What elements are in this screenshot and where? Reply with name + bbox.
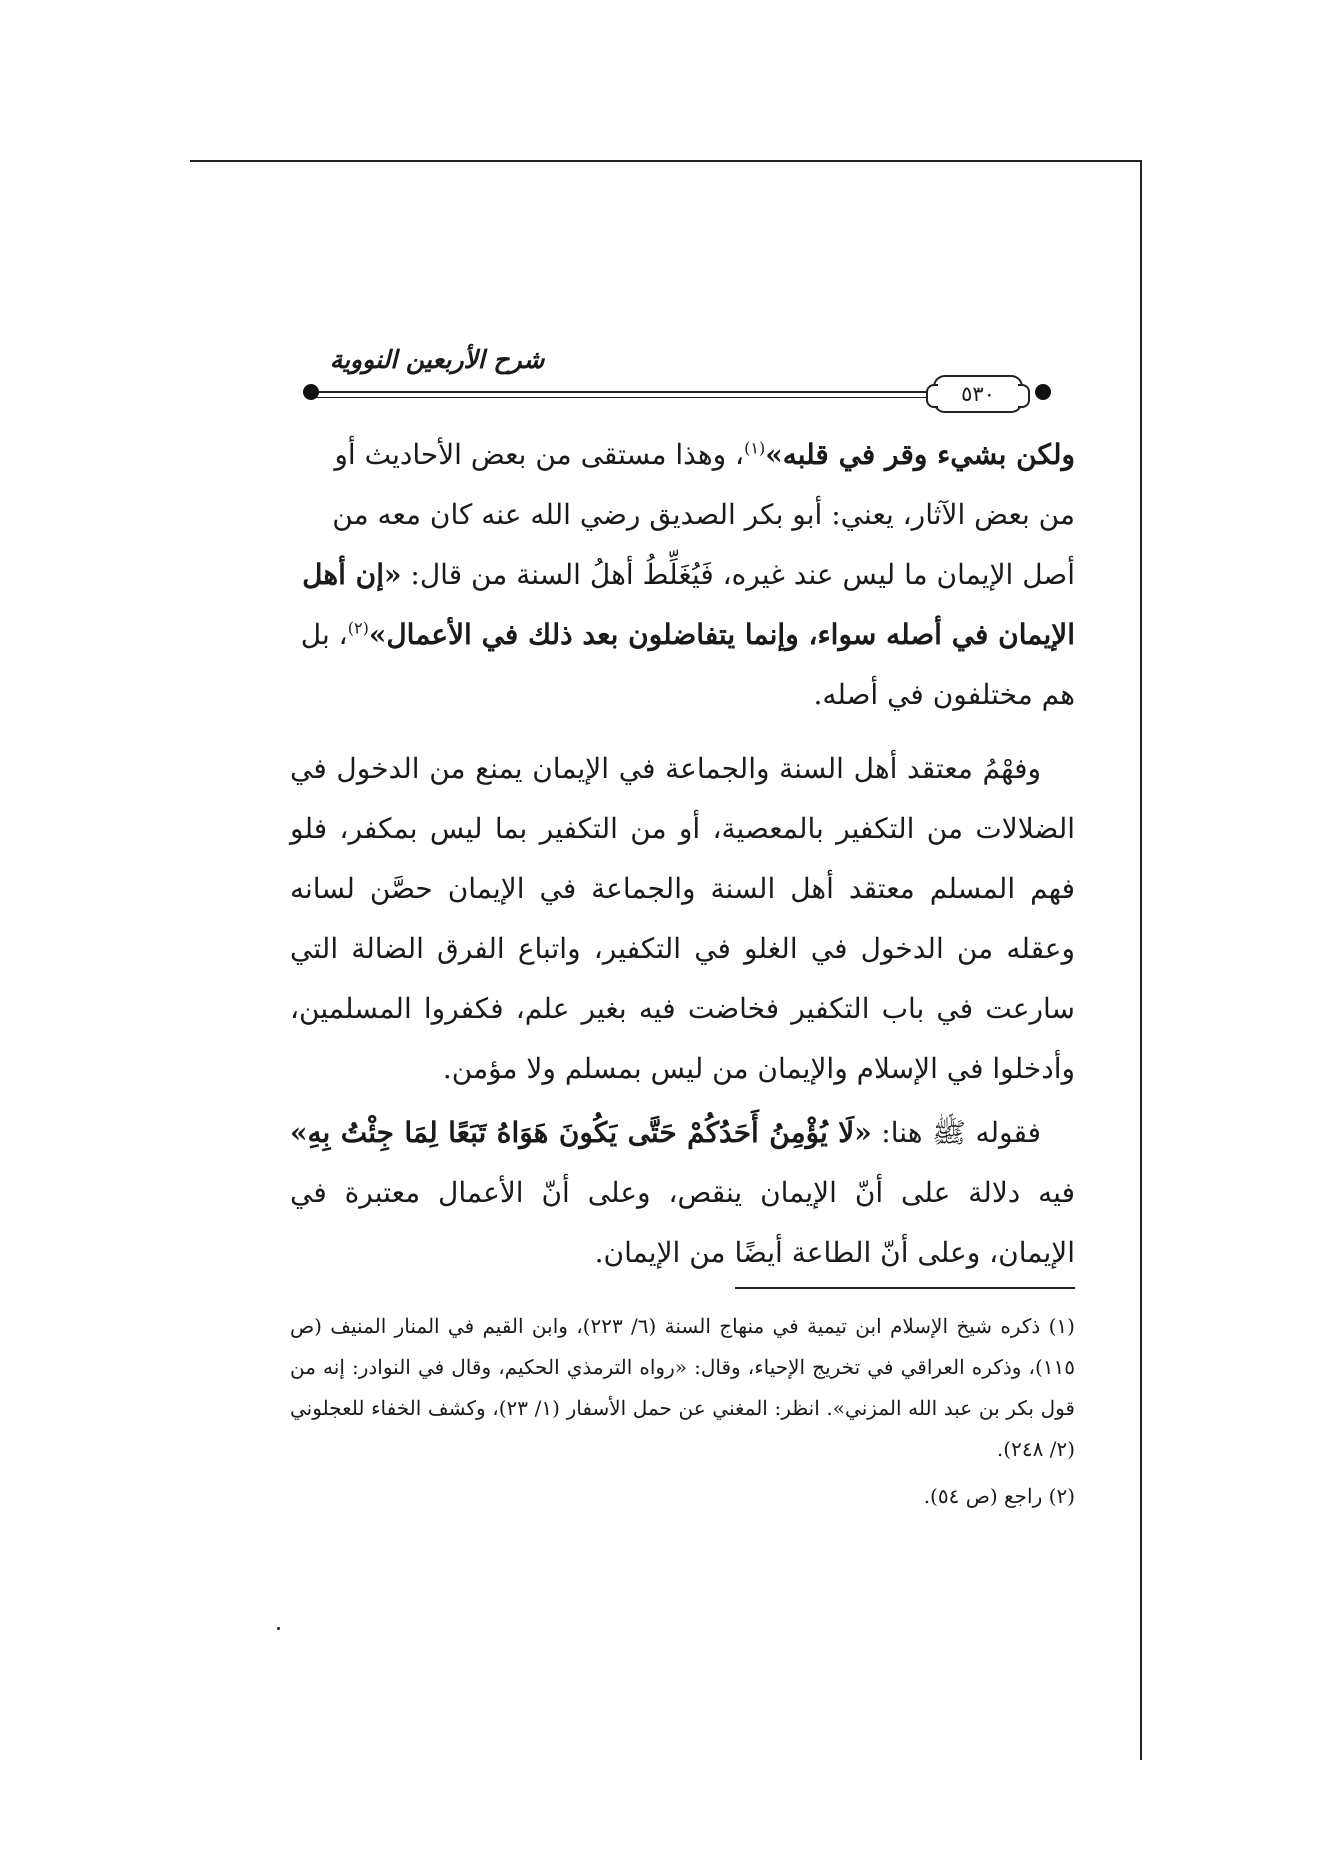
paragraph-1 — [290, 425, 1075, 725]
main-text — [290, 425, 1075, 1283]
footnote-ref-2: (٢) — [347, 618, 369, 638]
paragraph-2: وفهْمُ معتقد أهل السنة والجماعة في الإيمان يمنع من الدخول في الضلالات من التكفير بالمعصية، أو من التكفير بما ليس بمكفر، فلو فهم المسلم معتقد أهل السنة والجماعة في الإيمان حصَّن لسانه وعقله من الدخول في الغلو في التكفير، واتباع الفرق الضالة التي سارعت في باب التكفير فخاضت فيه بغير علم، فكفروا المسلمين، وأدخلوا في الإسلام والإيمان من ليس بمسلم ولا مؤمن. — [290, 752, 1075, 1085]
header-rule-thin — [315, 397, 1025, 398]
hadith-quote: «لَا يُؤْمِنُ أَحَدُكُمْ حَتَّى يَكُونَ هَوَاهُ تَبَعًا لِمَا جِئْتُ بِهِ» — [290, 1116, 872, 1149]
paragraph-text: ، بل هم مختلفون في أصله. — [300, 618, 1075, 711]
footnotes — [290, 1306, 1075, 1517]
paragraph-text: ، وهذا مستقى من بعض الأحاديث أو من بعض الآثار، يعني: أبو بكر الصديق رضي الله عنه كان معه من أصل الإيمان ما ليس عند غيره، فَيُغَلِّطُ أهلُ السنة من قال: — [332, 438, 1075, 591]
footnote-number: (١) — [1048, 1314, 1075, 1338]
book-title: شرح الأربعين النووية — [329, 345, 545, 374]
footnote-1 — [290, 1306, 1075, 1470]
header-ornament-dot-left — [303, 384, 319, 400]
footnote-ref-1: (١) — [744, 438, 766, 458]
footnote-text: ذكره شيخ الإسلام ابن تيمية في منهاج السنة (٦/ ٢٢٣)، وابن القيم في المنار المنيف (ص ١١٥)، وذكره العراقي في تخريج الإحياء، وقال: «رواه الترمذي الحكيم، وقال في النوادر: إنه من قول بكر بن عبد الله المزني». انظر: المغني عن حمل الأسفار (١/ ٢٣)، وكشف الخفاء للعجلوني (٢/ ٢٤٨). — [290, 1314, 1075, 1461]
footnote-separator — [735, 1287, 1075, 1289]
paragraph-text: فيه دلالة على أنّ الإيمان ينقص، وعلى أنّ الأعمال معتبرة في الإيمان، وعلى أنّ الطاعة أيضًا من الإيمان. — [290, 1176, 1075, 1269]
header-rule — [315, 391, 1025, 393]
paragraph-3 — [290, 1103, 1075, 1283]
paragraph-text: فقوله ﷺ هنا: — [871, 1116, 1041, 1149]
page-frame-top-rule — [190, 160, 1142, 162]
footnote-2 — [290, 1476, 1075, 1517]
quote-bold: ولكن بشيء وقر في قلبه» — [765, 438, 1075, 471]
running-header — [275, 345, 1065, 415]
page-number: ٥٣٠ — [933, 375, 1023, 413]
quote-bold: «إن أهل الإيمان في أصله سواء، وإنما يتفاضلون بعد ذلك في الأعمال» — [302, 558, 1075, 651]
footnote-text: راجع (ص ٥٤). — [923, 1484, 1043, 1508]
header-ornament-dot-right — [1035, 384, 1051, 400]
page-frame-right-rule — [1140, 160, 1142, 1760]
footnote-number: (٢) — [1048, 1484, 1075, 1508]
scan-speck — [277, 1627, 280, 1630]
